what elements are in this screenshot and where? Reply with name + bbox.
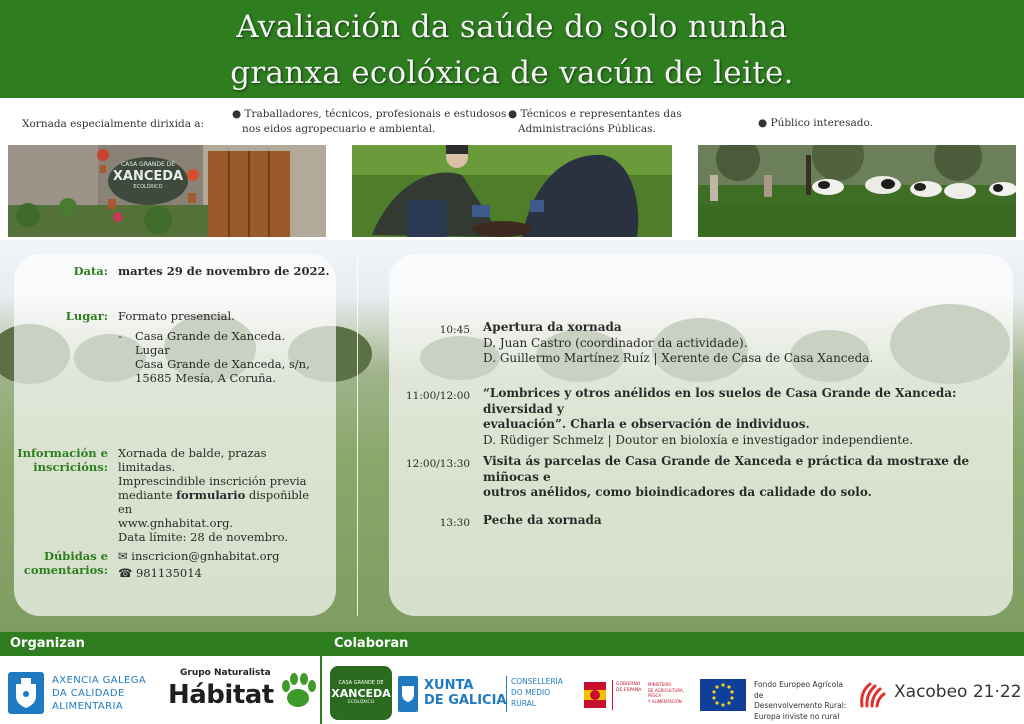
email-icon: ✉ — [118, 549, 128, 563]
photo-sign-line-3: ECOLÓXICO — [133, 184, 163, 190]
feader-line-1: Fondo Europeo Agrícola de — [754, 680, 843, 700]
registration-deadline: Data límite: 28 de novembro. — [118, 530, 288, 544]
audience-item-1-line-1: Traballadores, técnicos, profesionais e estudosos — [244, 108, 507, 120]
xacobeo-logo — [856, 676, 1022, 712]
contact-email[interactable]: inscricion@gnhabitat.org — [131, 549, 280, 563]
audience-item-2: ● Técnicos e representantes das Administracións Públicas. — [508, 108, 682, 135]
conselleria-line-1: CONSELLERÍA — [511, 677, 563, 686]
xanceda-logo — [330, 666, 392, 720]
xunta-line-2: DE GALICIA — [424, 693, 507, 708]
conselleria-line-3: RURAL — [511, 699, 536, 708]
session-1-time: 10:45 — [439, 324, 470, 336]
photo-dairy-cows — [698, 145, 1016, 237]
xanceda-logo-line-2: XANCEDA — [331, 687, 391, 700]
organizers-heading: Organizan — [10, 636, 85, 651]
audience-item-2-line-1: Técnicos e representantes das — [520, 108, 682, 120]
audience-item-1-line-2: nos eidos agropecuario e ambiental. — [242, 123, 436, 135]
spain-government-logo — [580, 676, 690, 714]
audience-lead: Xornada especialmente dirixida a: — [22, 118, 205, 130]
conselleria-line-2: DO MEDIO — [511, 688, 551, 697]
contact-phone-row[interactable] — [118, 566, 202, 580]
photo-farm-sign — [8, 145, 326, 237]
session-1 — [483, 320, 1003, 367]
xanceda-logo-line-1: CASA GRANDE DE — [338, 680, 384, 686]
xanceda-logo-line-3: ECOLÓXICO — [347, 700, 375, 705]
registration-details — [118, 446, 324, 544]
footer-bar — [0, 632, 1024, 656]
date-label: Data: — [73, 264, 108, 278]
audience-item-1: ● Traballadores, técnicos, profesionais e estudosos nos eidos agropecuario e ambiental. — [232, 108, 507, 135]
session-3 — [483, 454, 1003, 501]
place-address: - Casa Grande de Xanceda. Lugar Casa Grande de Xanceda, s/n, 15685 Mesía, A Coruña. — [118, 329, 323, 385]
title-line-2: granxa ecolóxica de vacún de leite. — [230, 55, 794, 91]
agacal-line-1: AXENCIA GALEGA — [52, 675, 147, 686]
place-address-line-3: 15685 Mesía, A Coruña. — [135, 371, 277, 385]
phone-icon: ☎ — [118, 566, 133, 580]
feader-logo — [700, 676, 850, 721]
eu-flag-icon — [700, 679, 746, 711]
feader-line-2: Desenvolvemento Rural: — [754, 701, 847, 710]
registration-website[interactable]: www.gnhabitat.org. — [118, 516, 234, 530]
session-3-title-line-1: Visita ás parcelas de Casa Grande de Xanceda e práctica da mostraxe de miñocas e — [483, 454, 970, 484]
ministry-line-3: Y ALIMENTACIÓN — [648, 698, 682, 704]
session-2 — [483, 386, 1003, 448]
spain-coat-of-arms-icon — [580, 678, 610, 712]
title-line-1: Avaliación da saúde do solo nunha — [236, 9, 788, 45]
contact-phone[interactable]: 981135014 — [135, 566, 202, 580]
audience-item-2-line-2: Administracións Públicas. — [518, 123, 656, 135]
registration-line-1: Xornada de balde, prazas limitadas. — [118, 446, 267, 474]
collaborators-heading: Colaboran — [334, 636, 409, 651]
place-address-line-2: Casa Grande de Xanceda, s/n, — [135, 357, 310, 371]
feader-line-3: Europa inviste no rural — [754, 711, 840, 721]
audience-item-3: ● Público interesado. — [758, 117, 873, 129]
session-4-title: Peche da xornada — [483, 513, 602, 527]
date-value: martes 29 de novembro de 2022. — [118, 264, 330, 278]
registration-line-2: Imprescindible inscrición previa — [118, 474, 307, 488]
ministry-line-2: DE AGRICULTURA, PESCA — [648, 687, 684, 698]
agacal-logo — [8, 672, 168, 716]
place-label: Lugar: — [65, 309, 108, 323]
doubts-label-line-1: Dúbidas e — [43, 549, 108, 563]
session-4-time: 13:30 — [439, 517, 470, 529]
xunta-logo — [398, 674, 568, 714]
ministry-line-1: MINISTERIO — [648, 682, 672, 687]
galicia-flag-icon — [398, 676, 418, 712]
registration-line-3: mediante formulario dispoñible en — [118, 488, 310, 516]
session-1-title: Apertura da xornada — [483, 320, 622, 334]
session-1-speaker-1: D. Juan Castro (coordinador da actividade). — [483, 335, 748, 350]
session-2-title-line-2: evaluación”. Charla e observación de individuos. — [483, 417, 810, 431]
session-2-time: 11:00/12:00 — [406, 390, 471, 402]
session-1-speaker-2: D. Guillermo Martínez Ruíz | Xerente de Casa de Casa Xanceda. — [483, 351, 874, 365]
photo-sign-line-1: CASA GRANDE DE — [120, 161, 176, 168]
photo-soil-sampling — [352, 145, 672, 237]
session-3-title-line-2: outros anélidos, como bioindicadores da calidade do solo. — [483, 485, 872, 499]
scallop-shell-icon — [856, 678, 888, 710]
habitat-logo — [166, 668, 318, 720]
gov-line-1: GOBIERNO — [616, 682, 641, 687]
paw-print-icon — [278, 672, 318, 712]
photo-sign-text — [110, 161, 186, 191]
panel-divider — [357, 254, 358, 616]
form-link[interactable]: formulario — [176, 488, 246, 502]
registration-label-line-1: Información e — [17, 446, 108, 460]
habitat-main-text: Hábitat — [168, 680, 274, 710]
contact-email-row[interactable] — [118, 549, 279, 563]
session-4 — [483, 513, 1003, 529]
footer-divider — [320, 656, 322, 724]
registration-label — [16, 446, 108, 474]
place-format: Formato presencial. — [118, 309, 235, 323]
session-2-title-line-1: “Lombrices y otros anélidos en los suelos de Casa Grande de Xanceda: diversidad y — [483, 386, 957, 416]
place-address-line-1: Casa Grande de Xanceda. Lugar — [134, 329, 286, 357]
agacal-line-2: DA CALIDADE — [52, 688, 125, 699]
agacal-line-3: ALIMENTARIA — [52, 701, 124, 712]
audience-item-3-text: Público interesado. — [770, 117, 873, 129]
registration-label-line-2: inscricións: — [33, 460, 108, 474]
habitat-top-text: Grupo Naturalista — [180, 668, 271, 678]
photo-sign-line-2: XANCEDA — [112, 169, 184, 184]
page-title — [0, 4, 1024, 96]
gov-line-2: DE ESPAÑA — [616, 688, 642, 693]
xacobeo-text: Xacobeo 21·22 — [894, 682, 1022, 702]
galicia-flag-icon — [8, 672, 44, 714]
doubts-label — [16, 549, 108, 577]
session-3-time: 12:00/13:30 — [406, 458, 471, 470]
xunta-line-1: XUNTA — [424, 678, 474, 693]
doubts-label-line-2: comentarios: — [23, 563, 108, 577]
session-2-speaker: D. Rüdiger Schmelz | Doutor en bioloxía e investigador independiente. — [483, 432, 914, 447]
